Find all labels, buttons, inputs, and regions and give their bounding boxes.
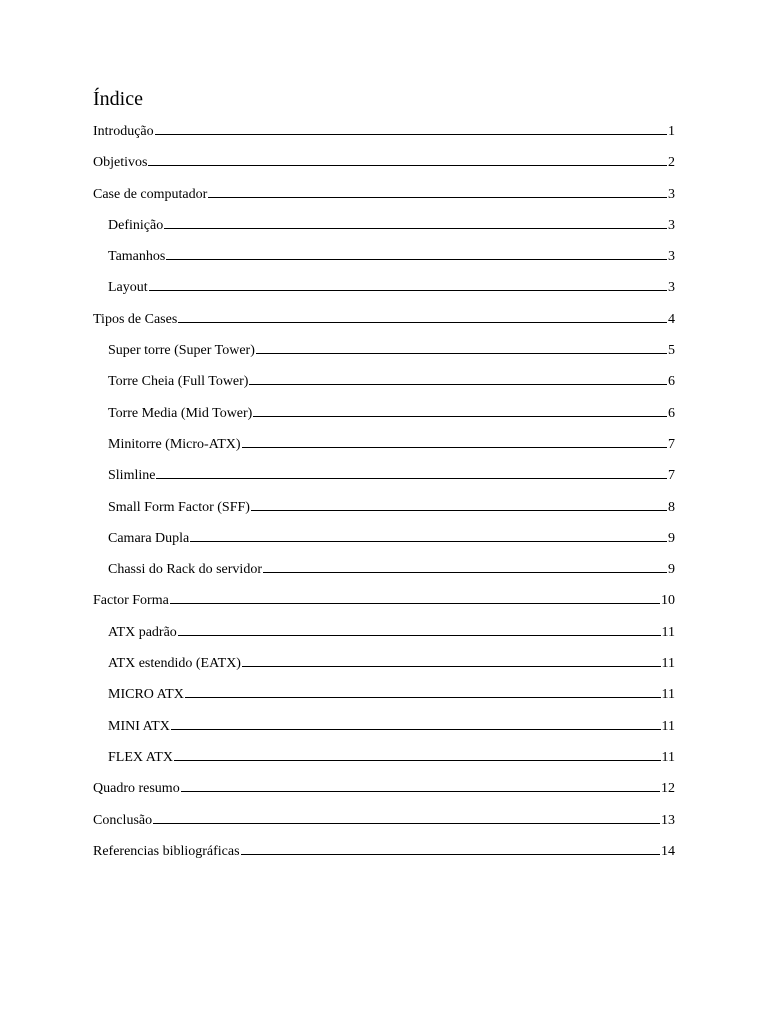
toc-entry[interactable] — [93, 278, 675, 309]
toc-leader-line — [208, 185, 667, 198]
toc-entry[interactable] — [93, 685, 675, 716]
document-page — [93, 86, 675, 873]
toc-entry[interactable] — [93, 372, 675, 403]
toc-entry[interactable] — [93, 404, 675, 435]
toc-leader-line — [185, 685, 661, 698]
toc-entry-label: Referencias bibliográficas — [93, 843, 240, 859]
toc-entry-page-number: 3 — [668, 249, 675, 265]
toc-entry[interactable] — [93, 466, 675, 497]
toc-entry-page-number: 3 — [668, 280, 675, 296]
toc-leader-line — [164, 216, 667, 229]
toc-entry-page-number: 14 — [661, 843, 675, 859]
toc-leader-line — [149, 278, 667, 291]
toc-entry-label: Objetivos — [93, 155, 148, 171]
toc-entry[interactable] — [93, 498, 675, 529]
toc-leader-line — [148, 153, 667, 166]
toc-leader-line — [178, 623, 661, 636]
toc-entry-page-number: 2 — [668, 155, 675, 171]
toc-leader-line — [153, 811, 660, 824]
toc-entry-page-number: 11 — [661, 749, 675, 765]
toc-entry-page-number: 11 — [661, 624, 675, 640]
toc-entry-page-number: 5 — [668, 343, 675, 359]
toc-entry-label: Factor Forma — [93, 593, 169, 609]
toc-entry-label: Conclusão — [93, 812, 153, 828]
toc-entry-page-number: 7 — [668, 436, 675, 452]
toc-entry[interactable] — [93, 811, 675, 842]
toc-entry[interactable] — [93, 654, 675, 685]
toc-entry[interactable] — [93, 748, 675, 779]
toc-entry-page-number: 6 — [668, 405, 675, 421]
toc-entry-page-number: 1 — [668, 124, 675, 139]
toc-entry[interactable] — [93, 560, 675, 591]
toc-entry-page-number: 3 — [668, 186, 675, 202]
toc-entry-page-number: 11 — [661, 656, 675, 672]
toc-leader-line — [170, 591, 660, 604]
toc-entry-page-number: 12 — [661, 781, 675, 797]
toc-entry-label: Tamanhos — [108, 249, 166, 265]
toc-entry[interactable] — [93, 591, 675, 622]
toc-entry[interactable] — [93, 122, 675, 153]
toc-entry-page-number: 11 — [661, 687, 675, 703]
toc-entry[interactable] — [93, 216, 675, 247]
toc-entry-page-number: 3 — [668, 217, 675, 233]
toc-entry-label: MICRO ATX — [108, 687, 184, 703]
toc-entry-label: Quadro resumo — [93, 781, 180, 797]
toc-entry-page-number: 7 — [668, 468, 675, 484]
toc-entry-page-number: 6 — [668, 374, 675, 390]
toc-leader-line — [190, 529, 667, 542]
toc-leader-line — [249, 372, 667, 385]
toc-leader-line — [263, 560, 667, 573]
toc-leader-line — [241, 842, 660, 855]
toc-entry-label: Chassi do Rack do servidor — [108, 562, 262, 578]
toc-leader-line — [166, 247, 667, 260]
toc-entry-page-number: 9 — [668, 530, 675, 546]
toc-entry-label: Tipos de Cases — [93, 311, 178, 327]
toc-title: Índice — [93, 88, 143, 110]
toc-entry-label: Camara Dupla — [108, 530, 190, 546]
toc-entry[interactable] — [93, 623, 675, 654]
toc-entry-label: Slimline — [108, 468, 156, 484]
toc-entry-label: Super torre (Super Tower) — [108, 343, 255, 359]
toc-leader-line — [181, 779, 660, 792]
toc-leader-line — [251, 498, 667, 511]
toc-list — [93, 122, 675, 873]
toc-entry[interactable] — [93, 435, 675, 466]
toc-leader-line — [174, 748, 661, 761]
toc-entry[interactable] — [93, 310, 675, 341]
toc-entry[interactable] — [93, 185, 675, 216]
toc-entry-label: Torre Cheia (Full Tower) — [108, 374, 249, 390]
toc-entry[interactable] — [93, 247, 675, 278]
toc-leader-line — [253, 404, 667, 417]
toc-entry-page-number: 13 — [661, 812, 675, 828]
toc-entry-label: FLEX ATX — [108, 749, 173, 765]
toc-entry-label: ATX padrão — [108, 624, 177, 640]
toc-entry-label: Torre Media (Mid Tower) — [108, 405, 253, 421]
toc-leader-line — [155, 122, 667, 135]
toc-leader-line — [256, 341, 667, 354]
toc-leader-line — [242, 435, 667, 448]
toc-entry[interactable] — [93, 341, 675, 372]
toc-entry[interactable] — [93, 779, 675, 810]
toc-entry-label: Minitorre (Micro-ATX) — [108, 436, 241, 452]
toc-entry[interactable] — [93, 153, 675, 184]
toc-entry-label: Case de computador — [93, 186, 208, 202]
toc-entry-page-number: 10 — [661, 593, 675, 609]
toc-entry[interactable] — [93, 529, 675, 560]
toc-entry-page-number: 9 — [668, 562, 675, 578]
toc-entry-page-number: 4 — [668, 311, 675, 327]
toc-entry-label: Small Form Factor (SFF) — [108, 499, 250, 515]
toc-entry[interactable] — [93, 717, 675, 748]
toc-entry-label: ATX estendido (EATX) — [108, 656, 241, 672]
toc-leader-line — [156, 466, 667, 479]
toc-entry-page-number: 8 — [668, 499, 675, 515]
toc-leader-line — [178, 310, 667, 323]
toc-entry-label: Definição — [108, 217, 164, 233]
toc-leader-line — [242, 654, 661, 667]
toc-entry-label: Layout — [108, 280, 148, 296]
toc-entry[interactable] — [93, 842, 675, 873]
toc-leader-line — [171, 717, 661, 730]
toc-entry-label: Introdução — [93, 124, 154, 139]
toc-entry-page-number: 11 — [661, 718, 675, 734]
toc-entry-label: MINI ATX — [108, 718, 170, 734]
